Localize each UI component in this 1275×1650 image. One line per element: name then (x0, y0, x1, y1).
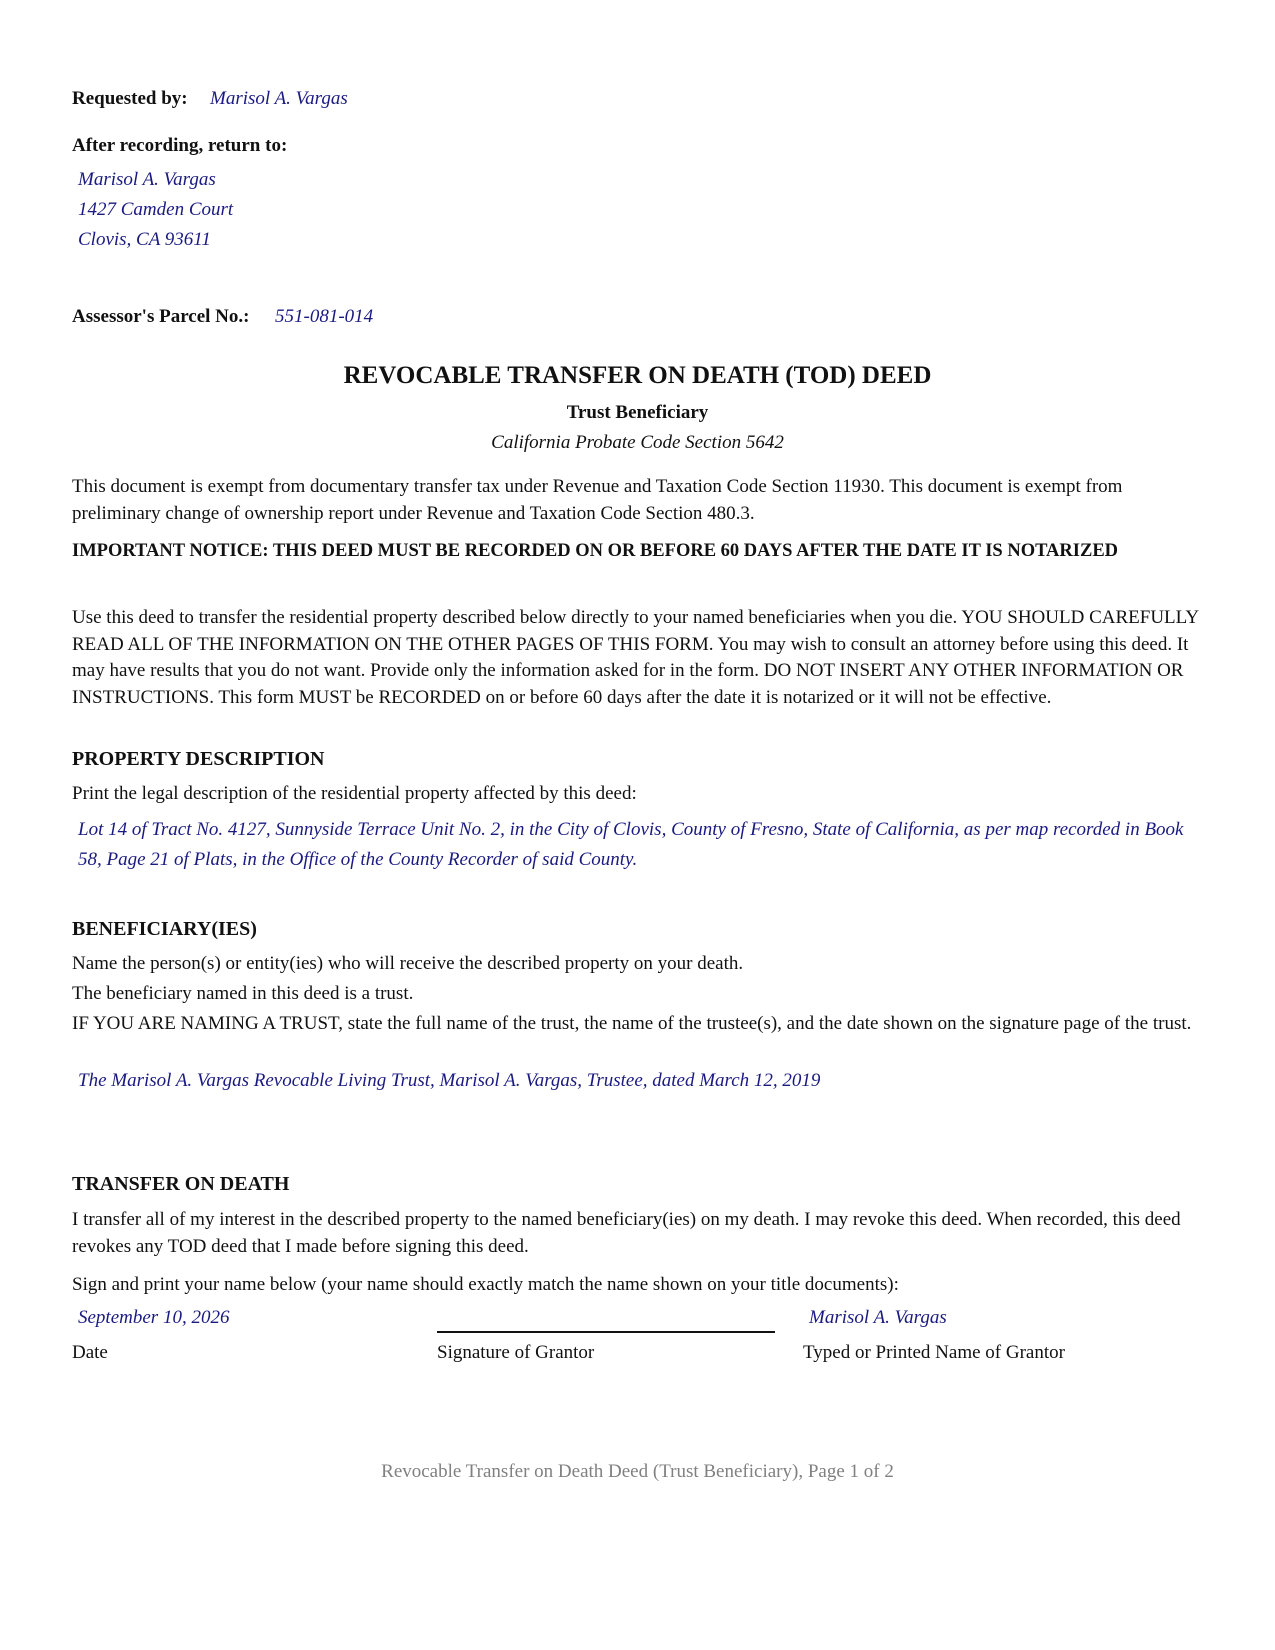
grantor-name-label: Typed or Printed Name of Grantor (803, 1342, 1065, 1363)
property-prompt: Print the legal description of the residential property affected by this deed: (72, 783, 637, 804)
beneficiary-heading: BENEFICIARY(IES) (72, 918, 257, 940)
trust-instruction: IF YOU ARE NAMING A TRUST, state the full name of the trust, the name of the trustee(s), and the date shown on the signature page of the trust. (72, 1013, 1192, 1034)
trust-value: The Marisol A. Vargas Revocable Living Trust, Marisol A. Vargas, Trustee, dated March 12, 2019 (78, 1070, 821, 1091)
return-name: Marisol A. Vargas (78, 169, 216, 190)
return-street: 1427 Camden Court (78, 199, 234, 220)
return-city: Clovis, CA 93611 (78, 229, 211, 250)
page-footer: Revocable Transfer on Death Deed (Trust Beneficiary), Page 1 of 2 (381, 1461, 894, 1482)
code-citation: California Probate Code Section 5642 (491, 432, 784, 453)
beneficiary-prompt: Name the person(s) or entity(ies) who will receive the described property on your death. (72, 953, 744, 974)
deed-title: REVOCABLE TRANSFER ON DEATH (TOD) DEED (343, 362, 932, 389)
signature-label: Signature of Grantor (437, 1342, 595, 1363)
exemption-text: This document is exempt from documentary transfer tax under Revenue and Taxation Code Section 11930. This document is exempt from preliminary change of ownership report under Revenue and Taxation Code Section 480.3. (72, 476, 1123, 524)
requested-by-label: Requested by: (72, 88, 188, 109)
grantor-name-value: Marisol A. Vargas (809, 1307, 947, 1328)
instructions-text: Use this deed to transfer the residential property described below directly to your named beneficiaries when you die. YOU SHOULD CAREFULLY READ ALL OF THE INFORMATION ON THE OTHER PAGES OF THIS FORM. You may wish to consult an attorney before using this deed. It may have results that you do not want. Provide only the information asked for in the form. DO NOT INSERT ANY OTHER INFORMATION OR INSTRUCTIONS. This form MUST be RECORDED on or before 60 days after the date it is notarized or it will not be effective. (72, 607, 1199, 708)
requested-by-value: Marisol A. Vargas (210, 88, 348, 109)
deed-subtitle: Trust Beneficiary (566, 402, 709, 423)
signature-line (437, 1331, 775, 1333)
sign-prompt: Sign and print your name below (your name should exactly match the name shown on your title documents): (72, 1274, 899, 1295)
legal-description: Lot 14 of Tract No. 4127, Sunnyside Terrace Unit No. 2, in the City of Clovis, County of Fresno, State of California, as per map recorded in Book 58, Page 21 of Plats, in the Office of the County Recorder of said County. (78, 819, 1184, 870)
date-value: September 10, 2026 (78, 1307, 230, 1328)
apn-value: 551-081-014 (275, 306, 374, 327)
important-notice: IMPORTANT NOTICE: THIS DEED MUST BE RECORDED ON OR BEFORE 60 DAYS AFTER THE DATE IT IS NOTARIZED (72, 541, 1119, 561)
property-heading: PROPERTY DESCRIPTION (72, 748, 325, 770)
date-label: Date (72, 1342, 108, 1363)
transfer-text: I transfer all of my interest in the described property to the named beneficiary(ies) on my death. I may revoke this deed. When recorded, this deed revokes any TOD deed that I made before signing this deed. (72, 1209, 1181, 1257)
trust-statement: The beneficiary named in this deed is a trust. (72, 983, 414, 1004)
return-to-label: After recording, return to: (72, 135, 288, 156)
apn-label: Assessor's Parcel No.: (72, 306, 250, 327)
transfer-heading: TRANSFER ON DEATH (72, 1173, 290, 1195)
